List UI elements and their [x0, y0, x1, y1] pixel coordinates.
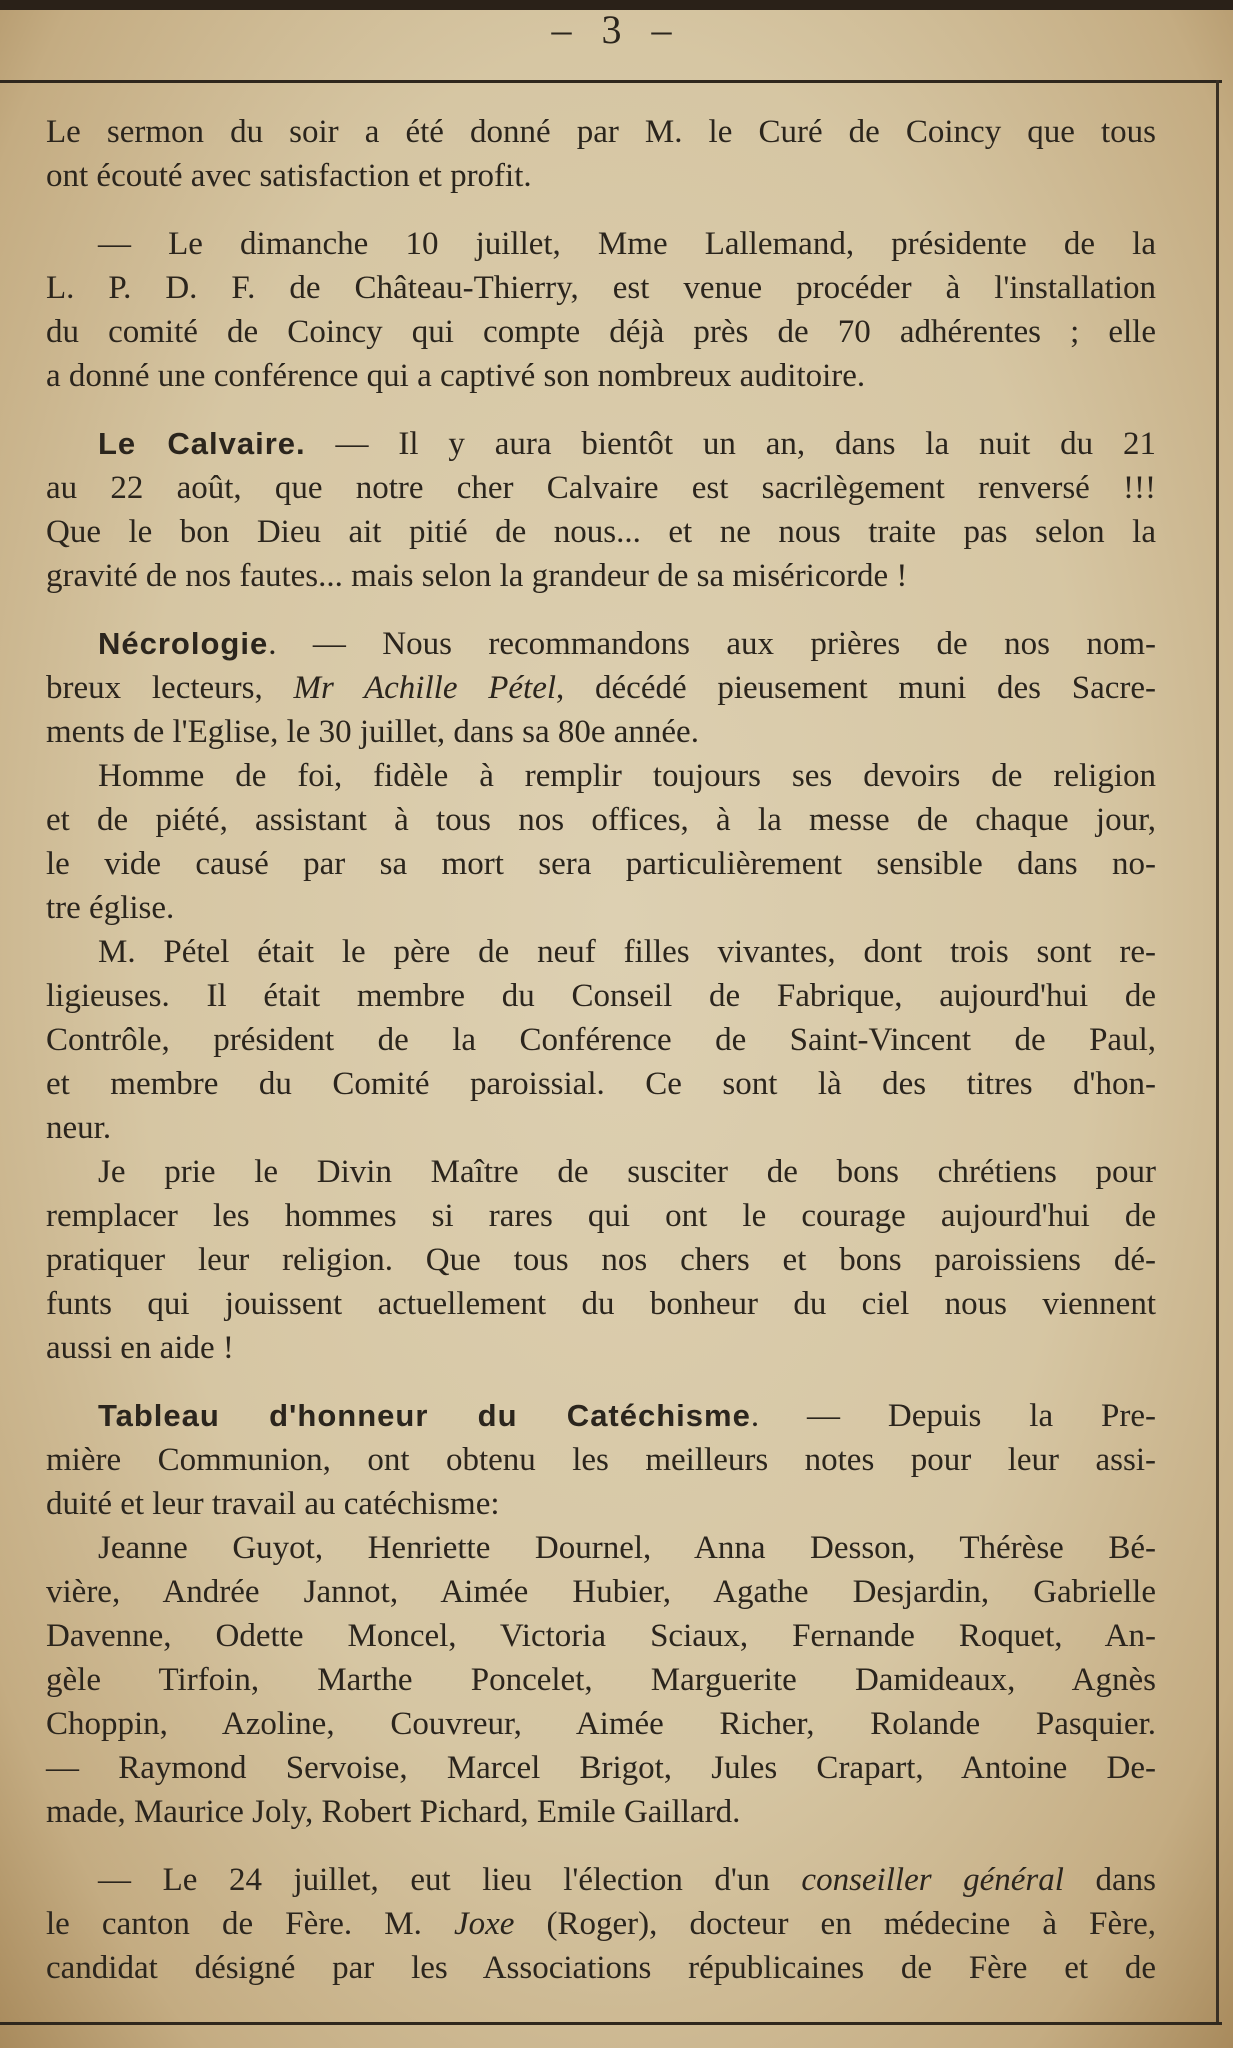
bottom-rule	[0, 2022, 1222, 2025]
text-line: ments de l'Eglise, le 30 juillet, dans sa 80e année.	[46, 714, 699, 750]
section-heading: Nécrologie	[98, 626, 269, 661]
text-line: vière, Andrée Jannot, Aimée Hubier, Agathe Desjardin, Gabrielle	[46, 1574, 1156, 1610]
text-line	[46, 1394, 1156, 1438]
paragraph	[46, 422, 1156, 598]
text-line: pratiquer leur religion. Que tous nos chers et bons paroissiens dé-	[46, 1242, 1156, 1278]
text-line: gravité de nos fautes... mais selon la grandeur de sa miséricorde !	[46, 558, 908, 594]
text-line: — Le dimanche 10 juillet, Mme Lallemand, présidente de la	[98, 226, 1156, 262]
text-segment: , décédé pieusement muni des Sacre-	[556, 670, 1157, 706]
text-line: made, Maurice Joly, Robert Pichard, Emile Gaillard.	[46, 1794, 741, 1830]
text-line: mière Communion, ont obtenu les meilleurs notes pour leur assi-	[46, 1442, 1156, 1478]
text-line: funts qui jouissent actuellement du bonheur du ciel nous viennent	[46, 1286, 1156, 1322]
article-body	[46, 110, 1156, 1990]
text-line: Jeanne Guyot, Henriette Dournel, Anna Desson, Thérèse Bé-	[98, 1530, 1156, 1566]
text-line: duité et leur travail au catéchisme:	[46, 1486, 500, 1522]
text-line	[46, 666, 1156, 710]
text-segment: . — Nous recommandons aux prières de nos nom-	[268, 626, 1156, 662]
paragraph	[46, 110, 1156, 198]
section-heading: Tableau d'honneur du Catéchisme	[98, 1398, 751, 1433]
text-line: L. P. D. F. de Château-Thierry, est venue procéder à l'installation	[46, 270, 1156, 306]
text-line: Contrôle, président de la Conférence de Saint-Vincent de Paul,	[46, 1022, 1156, 1058]
text-line: ligieuses. Il était membre du Conseil de Fabrique, aujourd'hui de	[46, 978, 1156, 1014]
italic-text: conseiller général	[801, 1862, 1064, 1898]
text-line: et de piété, assistant à tous nos offices, à la messe de chaque jour,	[46, 802, 1156, 838]
text-line: ont écouté avec satisfaction et profit.	[46, 158, 532, 194]
text-segment: (Roger), docteur en médecine à Fère,	[514, 1906, 1156, 1942]
text-line: neur.	[46, 1110, 112, 1146]
paragraph	[46, 930, 1156, 1150]
paragraph	[46, 1394, 1156, 1526]
text-line	[46, 422, 1156, 466]
text-segment: le canton de Fère. M.	[46, 1906, 454, 1942]
italic-text: Joxe	[453, 1906, 515, 1942]
text-line: remplacer les hommes si rares qui ont le courage aujourd'hui de	[46, 1198, 1156, 1234]
text-line: Davenne, Odette Moncel, Victoria Sciaux, Fernande Roquet, An-	[46, 1618, 1156, 1654]
text-line: Homme de foi, fidèle à remplir toujours ses devoirs de religion	[98, 758, 1156, 794]
right-rule	[1216, 80, 1219, 2025]
text-line	[46, 1858, 1156, 1902]
top-rule	[0, 80, 1222, 83]
paragraph	[46, 1150, 1156, 1370]
italic-text: Mr Achille Pétel	[293, 670, 557, 706]
text-line: Le sermon du soir a été donné par M. le Curé de Coincy que tous	[46, 114, 1156, 150]
text-line: tre église.	[46, 890, 175, 926]
text-line: le vide causé par sa mort sera particulièrement sensible dans no-	[46, 846, 1156, 882]
paragraph	[46, 1526, 1156, 1834]
section-heading: Le Calvaire.	[98, 426, 306, 461]
text-line	[46, 1902, 1156, 1946]
text-segment: — Il y aura bientôt un an, dans la nuit du 21	[305, 426, 1156, 462]
text-line: aussi en aide !	[46, 1330, 234, 1366]
page-number: – 3 –	[551, 7, 682, 52]
text-line: M. Pétel était le père de neuf filles vivantes, dont trois sont re-	[98, 934, 1156, 970]
text-line: gèle Tirfoin, Marthe Poncelet, Marguerite Damideaux, Agnès	[46, 1662, 1156, 1698]
text-line: — Raymond Servoise, Marcel Brigot, Jules Crapart, Antoine De-	[46, 1750, 1156, 1786]
paragraph	[46, 754, 1156, 930]
text-line: Que le bon Dieu ait pitié de nous... et ne nous traite pas selon la	[46, 514, 1156, 550]
text-segment: — Le 24 juillet, eut lieu l'élection d'un	[98, 1862, 802, 1898]
paragraph	[46, 1858, 1156, 1990]
text-line: et membre du Comité paroissial. Ce sont là des titres d'hon-	[46, 1066, 1156, 1102]
text-line: au 22 août, que notre cher Calvaire est sacrilègement renversé !!!	[46, 470, 1156, 506]
text-line	[46, 622, 1156, 666]
text-line: Choppin, Azoline, Couvreur, Aimée Richer, Rolande Pasquier.	[46, 1706, 1156, 1742]
text-segment: . — Depuis la Pre-	[750, 1398, 1156, 1434]
text-line: a donné une conférence qui a captivé son nombreux auditoire.	[46, 358, 866, 394]
text-segment: breux lecteurs,	[46, 670, 294, 706]
paragraph	[46, 622, 1156, 754]
text-line: Je prie le Divin Maître de susciter de bons chrétiens pour	[98, 1154, 1156, 1190]
text-line: du comité de Coincy qui compte déjà près de 70 adhérentes ; elle	[46, 314, 1156, 350]
paragraph	[46, 222, 1156, 398]
text-segment: dans	[1063, 1862, 1156, 1898]
text-line: candidat désigné par les Associations républicaines de Fère et de	[46, 1950, 1156, 1986]
